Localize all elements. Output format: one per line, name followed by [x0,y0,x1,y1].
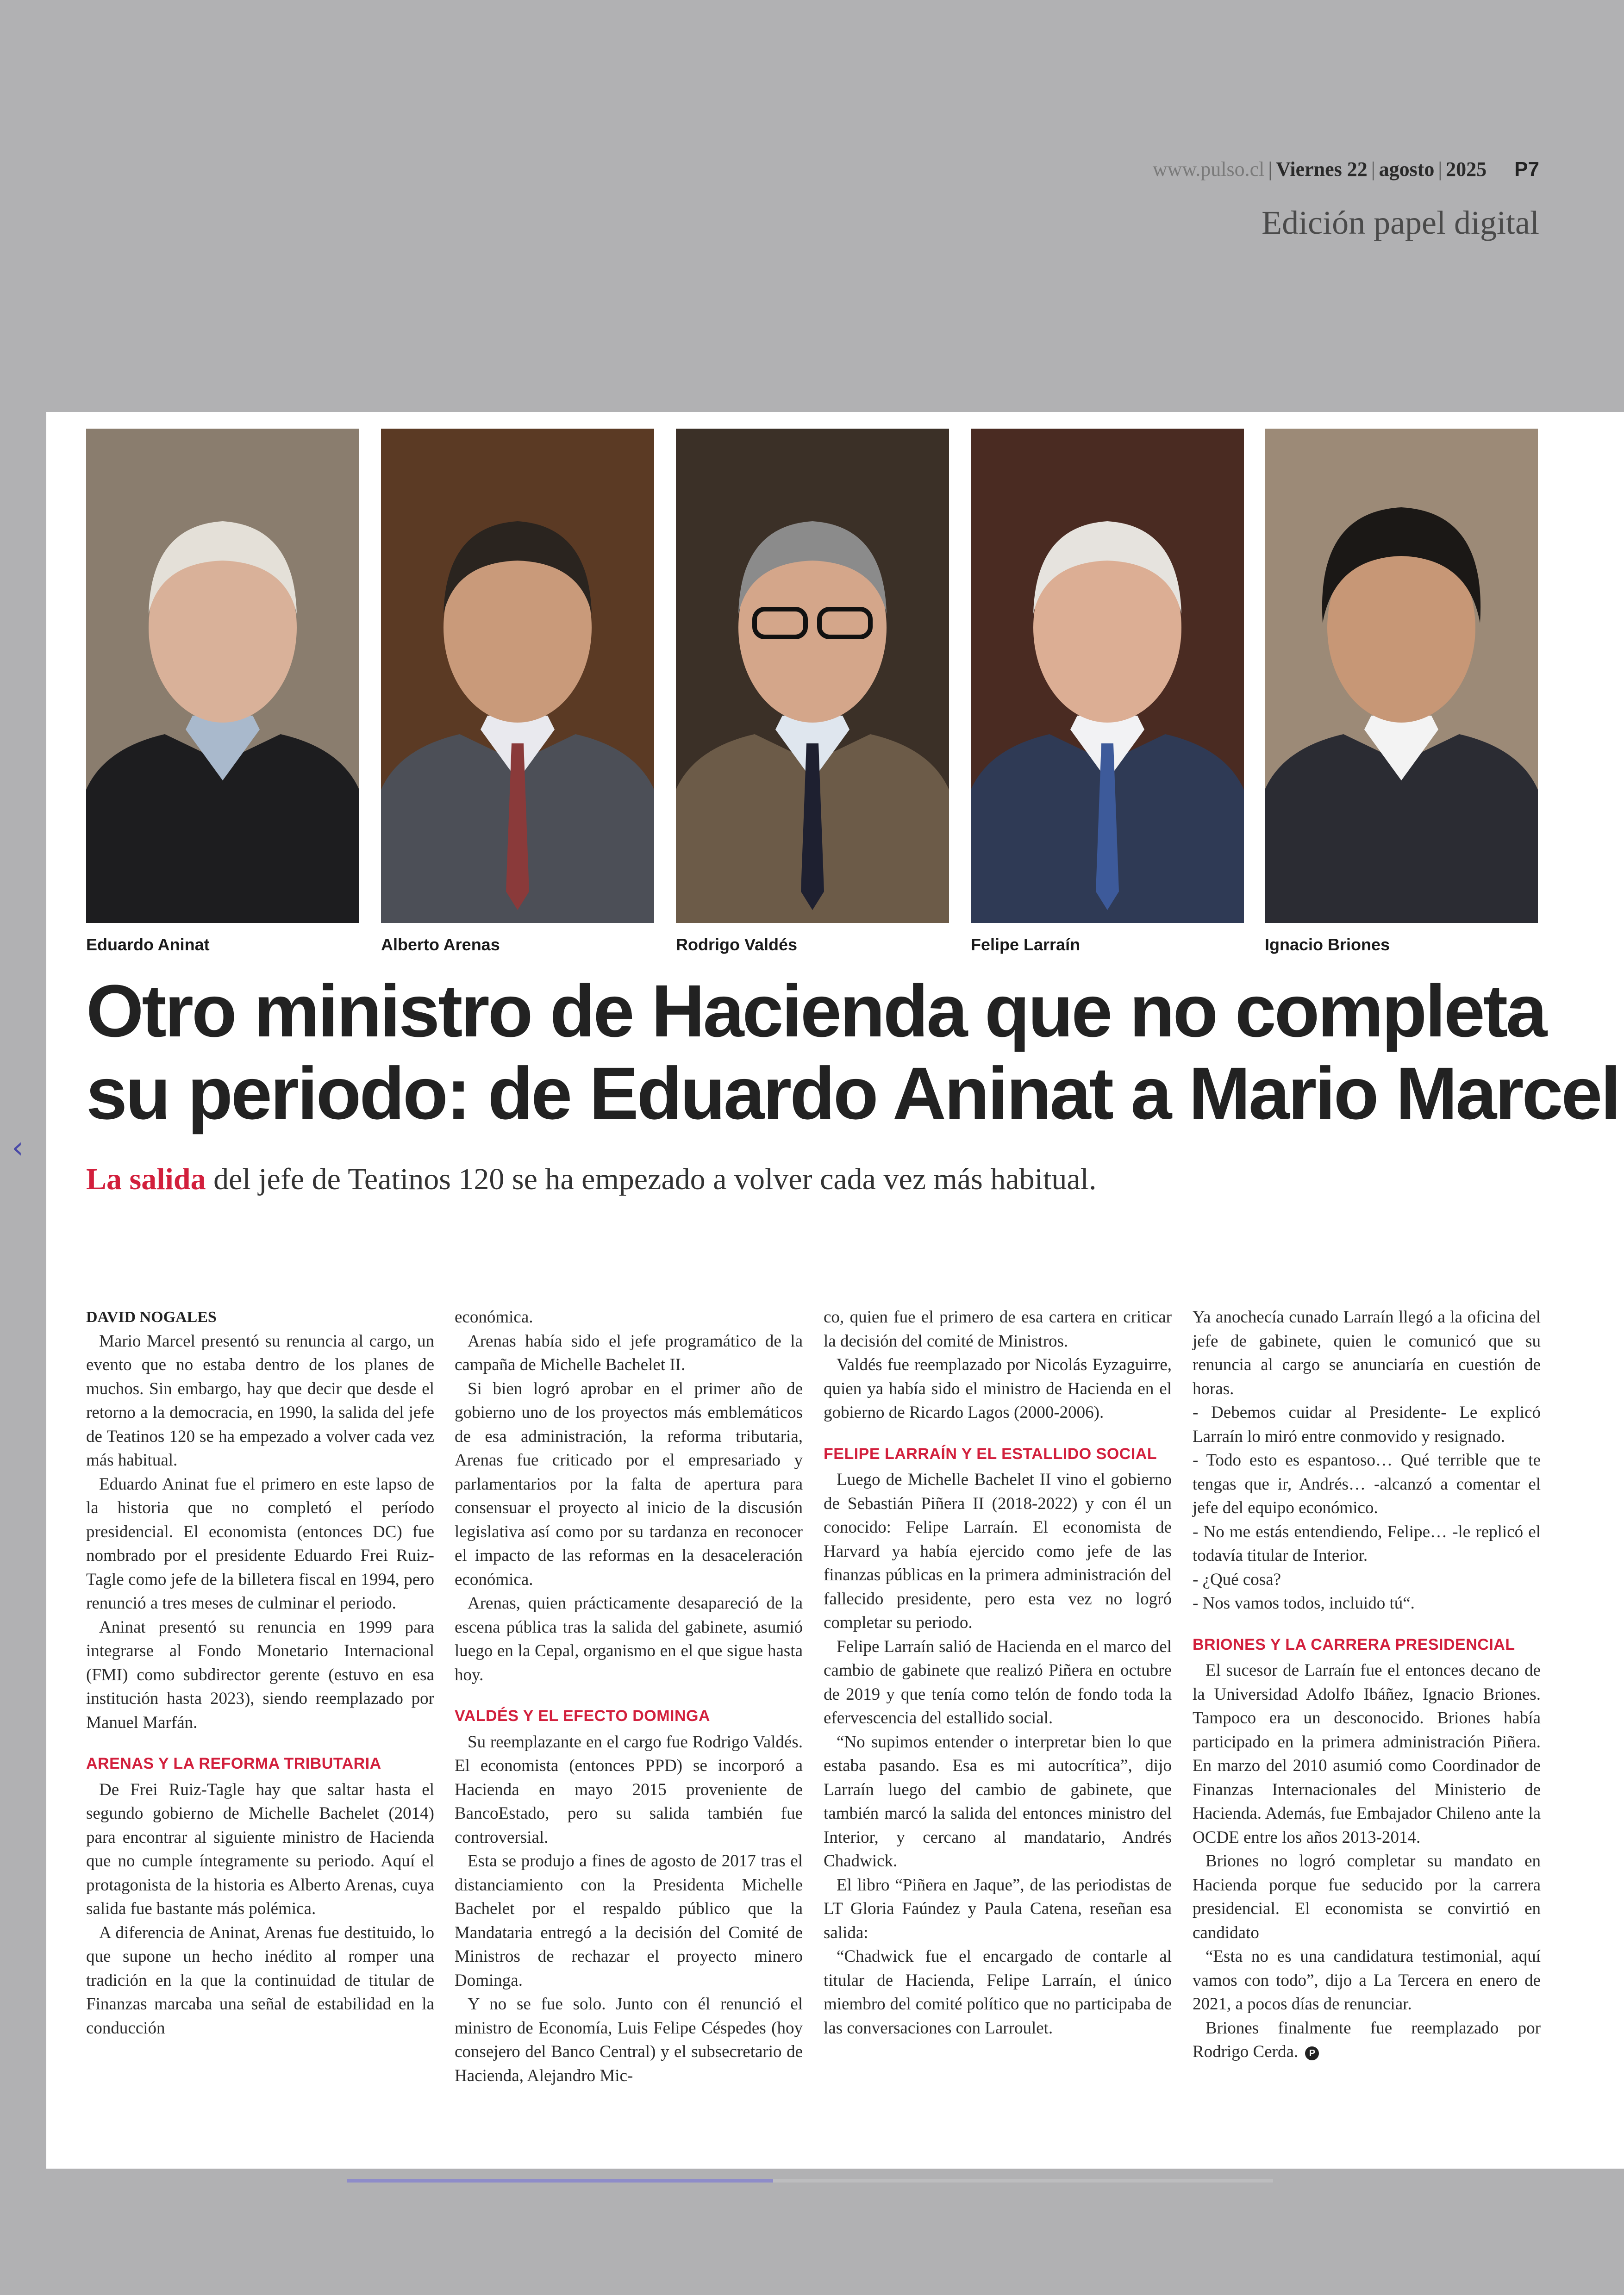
portrait-image [381,429,654,923]
article-column-1 [86,1305,434,2040]
dialogue-line: - Debemos cuidar al Presidente- Le explicó Larraín lo miró entre conmovido y resignado. [1193,1403,1541,1446]
subheadline-text: del jefe de Teatinos 120 se ha empezado a volver cada vez más habitual. [206,1162,1097,1196]
portrait-image [676,429,949,923]
portrait-photo [381,429,654,923]
paragraph: Su reemplazante en el cargo fue Rodrigo Valdés. El economista (entonces PPD) se incorporó a Hacienda en mayo 2015 proveniente de BancoEstado, pero su salida también fue controversial. [455,1732,803,1847]
portrait-card [971,429,1244,954]
portrait-image [1265,429,1538,923]
date-month: agosto [1379,158,1435,181]
page-number: P7 [1514,158,1539,181]
page-header-info: www.pulso.cl | Viernes 22 | agosto | 2025 P7 [1152,158,1539,181]
portrait-image [86,429,359,923]
dialogue-line: - Nos vamos todos, incluido tú“. [1193,1594,1415,1613]
site-url: www.pulso.cl [1152,158,1265,181]
subheadline-accent: La salida [86,1162,206,1196]
portrait-card [86,429,359,954]
dialogue-line: - Todo esto es espantoso… Qué terrible que te tengas que ir, Andrés… -alcanzó a comentar el jefe del equipo económico. [1193,1451,1541,1517]
subheadline [86,1162,1568,1197]
portrait-photo [86,429,359,923]
headline [86,969,1619,1135]
portrait-caption: Ignacio Briones [1265,935,1390,954]
previous-page-chevron-icon[interactable]: ‹ [12,1131,24,1165]
dialogue-line: - No me estás entendiendo, Felipe… -le replicó el todavía titular de Interior. [1193,1522,1541,1565]
article-column-4 [1193,1305,1541,2064]
portrait-strip [86,429,1538,954]
paragraph: Eduardo Aninat fue el primero en este lapso de la historia que no completó el período presidencial. El economista (entonces DC) fue nombrado por el presidente Eduardo Frei Ruiz-Tagle como jefe de la billetera fiscal en 1994, pero renunció a tres meses de culminar el periodo. [86,1474,434,1613]
paragraph: Aninat presentó su renuncia en 1999 para integrarse al Fondo Monetario Internacional (FMI) como subdirector gerente (estuvo en esa institución hasta 2023), siendo reemplazado por Manuel Marfán. [86,1617,434,1732]
date-year: 2025 [1446,158,1487,181]
portrait-caption: Rodrigo Valdés [676,935,798,954]
portrait-caption: Alberto Arenas [381,935,500,954]
section-heading: ARENAS Y LA REFORMA TRIBUTARIA [86,1755,381,1772]
paragraph: “No supimos entender o interpretar bien lo que estaba pasando. Esa es mi autocrítica”, dijo Larraín luego del cambio de gabinete, que también marcó la salida del entonces ministro del Interior, y cercano al mandatario, Andrés Chadwick. [824,1732,1172,1871]
portrait-card [676,429,949,954]
section-heading: BRIONES Y LA CARRERA PRESIDENCIAL [1193,1635,1515,1653]
paragraph: Esta se produjo a fines de agosto de 2017 tras el distanciamiento con la Presidenta Michelle Bachelet por el respaldo público que la Mandataria entregó a la decisión del Comité de Ministros de rechazar el proyecto minero Dominga. [455,1852,803,1990]
byline: DAVID NOGALES [86,1309,217,1326]
newspaper-page [46,412,1624,2169]
paragraph: Felipe Larraín salió de Hacienda en el marco del cambio de gabinete que realizó Piñera en octubre de 2019 y que tenía como telón de fondo toda la efervescencia del estallido social. [824,1637,1172,1727]
paragraph: económica. [455,1308,533,1327]
portrait-caption: Eduardo Aninat [86,935,210,954]
section-heading: VALDÉS Y EL EFECTO DOMINGA [455,1707,711,1725]
final-paragraph-text: Briones finalmente fue reemplazado por Rodrigo Cerda. [1193,2018,1541,2061]
article-body [86,1305,1586,2139]
portrait-photo [676,429,949,923]
date-weekday: Viernes 22 [1276,158,1368,181]
page-progress-bar[interactable] [347,2179,1273,2183]
headline-line-1: Otro ministro de Hacienda que no completa [86,969,1546,1052]
paragraph: co, quien fue el primero de esa cartera en criticar la decisión del comité de Ministros. [824,1308,1172,1351]
paragraph: “Esta no es una candidatura testimonial, aquí vamos con todo”, dijo a La Tercera en enero de 2021, a pocos días de renunciar. [1193,1947,1541,2014]
headline-line-2: su periodo: de Eduardo Aninat a Mario Marcel [86,1052,1619,1135]
paragraph [1193,2016,1541,2064]
portrait-caption: Felipe Larraín [971,935,1081,954]
paragraph: Briones no logró completar su mandato en Hacienda porque fue seducido por la carrera presidencial. El economista se convirtió en candidato [1193,1852,1541,1942]
paragraph: Luego de Michelle Bachelet II vino el gobierno de Sebastián Piñera II (2018-2022) y con él un conocido: Felipe Larraín. El economista de Harvard ya había ejercido como jefe de las finanzas públicas en la primera administración del fallecido presidente, pero esta vez no logró completar su periodo. [824,1470,1172,1632]
edition-label: Edición papel digital [1262,204,1539,241]
portrait-card [381,429,654,954]
portrait-photo [971,429,1244,923]
paragraph: El libro “Piñera en Jaque”, de las periodistas de LT Gloria Faúndez y Paula Catena, reseñan esa salida: [824,1875,1172,1942]
paragraph: De Frei Ruiz-Tagle hay que saltar hasta el segundo gobierno de Michelle Bachelet (2014) para encontrar al siguiente ministro de Hacienda que no cumple íntegramente su periodo. Aquí el protagonista de la historia es Alberto Arenas, cuya salida fue bastante más polémica. [86,1780,434,1918]
portrait-image [971,429,1244,923]
portrait-photo [1265,429,1538,923]
article-column-2 [455,1305,803,2088]
paragraph: “Chadwick fue el encargado de contarle al titular de Hacienda, Felipe Larraín, el único miembro del comité político que no participaba de las conversaciones con Larroulet. [824,1947,1172,2038]
paragraph: Y no se fue solo. Junto con él renunció el ministro de Economía, Luis Felipe Céspedes (hoy consejero del Banco Central) y el subsecretario de Hacienda, Alejandro Mic- [455,1995,803,2085]
page-progress-fill [347,2179,773,2183]
paragraph: Valdés fue reemplazado por Nicolás Eyzaguirre, quien ya había sido el ministro de Hacienda en el gobierno de Ricardo Lagos (2000-2006). [824,1355,1172,1422]
dialogue-line: - ¿Qué cosa? [1193,1570,1281,1589]
paragraph: El sucesor de Larraín fue el entonces decano de la Universidad Adolfo Ibáñez, Ignacio Briones. Tampoco era un desconocido. Briones había participado en la primera administración Piñera. En marzo del 2010 asumió como Coordinador de Finanzas Internacionales del Ministerio de Hacienda. Además, fue Embajador Chileno ante la OCDE entre los años 2013-2014. [1193,1661,1541,1847]
paragraph: Si bien logró aprobar en el primer año de gobierno uno de los proyectos más emblemáticos de esa administración, la reforma tributaria, Arenas fue criticado por el empresariado y parlamentarios por la falta de apertura para consensuar el proyecto al inicio de la discusión legislativa así como por su tardanza en reconocer el impacto de las reformas en la desaceleración económica. [455,1379,803,1589]
article-column-3 [824,1305,1172,2040]
paragraph: Ya anochecía cunado Larraín llegó a la oficina del jefe de gabinete, quien le comunicó que su renuncia al cargo se anunciaría en cuestión de horas. [1193,1308,1541,1398]
paragraph: Mario Marcel presentó su renuncia al cargo, un evento que no estaba dentro de los planes de muchos. Sin embargo, hay que decir que desde el retorno a la democracia, en 1990, la salida del jefe de Teatinos 120 se ha empezado a volver cada vez más habitual. [86,1331,434,1470]
end-of-article-icon: P [1305,2046,1319,2060]
section-heading: FELIPE LARRAÍN Y EL ESTALLIDO SOCIAL [824,1445,1157,1463]
paragraph: Arenas había sido el jefe programático de la campaña de Michelle Bachelet II. [455,1331,803,1374]
portrait-card [1265,429,1538,954]
paragraph: A diferencia de Aninat, Arenas fue destituido, lo que supone un hecho inédito al romper una tradición en la que la continuidad de titular de Finanzas marcaba una señal de estabilidad en la conducción [86,1923,434,2038]
paragraph: Arenas, quien prácticamente desapareció de la escena pública tras la salida del gabinete, asumió luego en la Cepal, organismo en el que sigue hasta hoy. [455,1594,803,1684]
